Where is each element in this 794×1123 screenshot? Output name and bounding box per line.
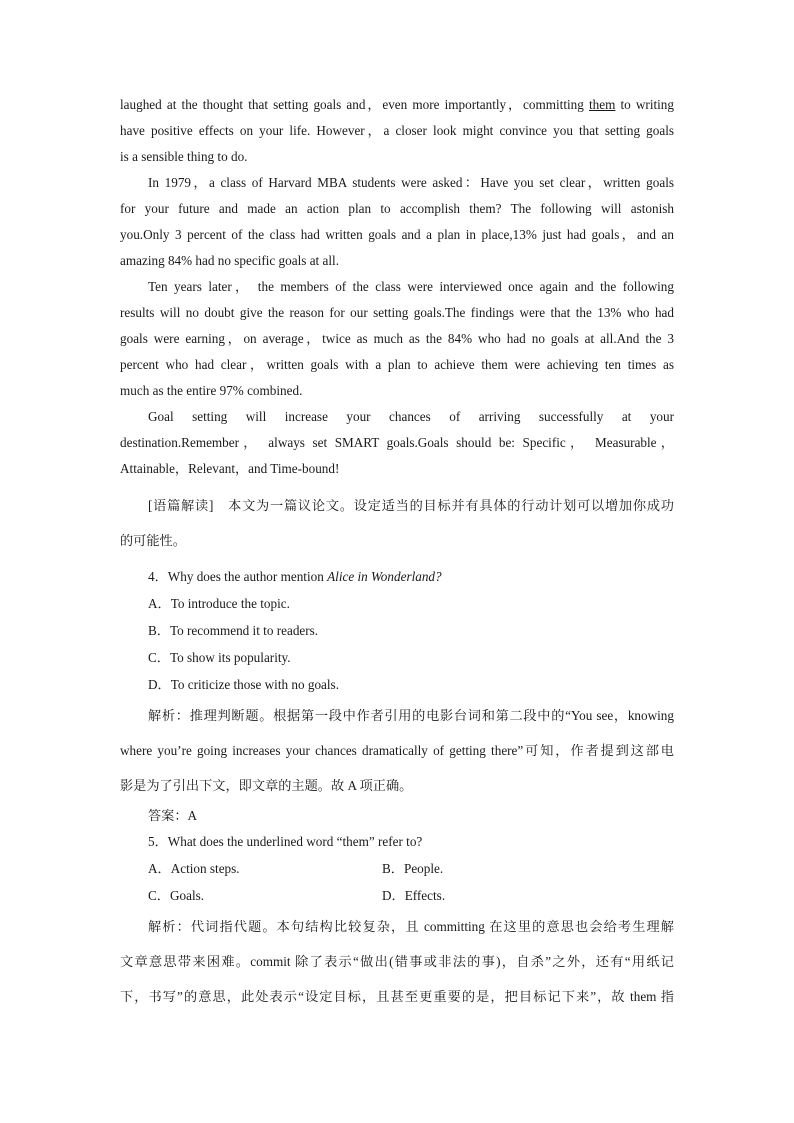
underlined-word-them: them xyxy=(588,97,616,112)
question-4-option-b xyxy=(120,617,674,644)
passage-line: is a sensible thing to do. xyxy=(120,149,248,164)
passage-line: Ten years later， the members of the class were interviewed once again and the following xyxy=(148,279,674,294)
passage-line: Attainable，Relevant，and Time-bound! xyxy=(120,461,340,476)
option-text: A．To introduce the topic. xyxy=(148,596,290,611)
explanation-line: 影是为了引出下文，即文章的主题。故 A 项正确。 xyxy=(120,778,413,793)
option-text: C．To show its popularity. xyxy=(148,650,291,665)
passage-text: to writing xyxy=(615,97,674,112)
question-5-options-row-1 xyxy=(120,855,674,882)
question-text: 4．Why does the author mention xyxy=(148,569,328,584)
passage-text: laughed at the thought that setting goals and，even more importantly，committing xyxy=(120,97,589,112)
passage-line: Goal setting will increase your chances of arriving successfully at your xyxy=(148,409,674,424)
question-4-option-c xyxy=(120,644,674,671)
option-text: A．Action steps. xyxy=(148,861,240,876)
passage-line: amazing 84% had no specific goals at all. xyxy=(120,253,339,268)
explanation-line: where you’re going increases your chances dramatically of getting there”可知，作者提到这部电 xyxy=(120,743,674,758)
passage-line: goals were earning，on average，twice as much as the 84% who had no goals at all.And the 3 xyxy=(120,331,674,346)
passage-line: for your future and made an action plan to accomplish them? The following will astonish xyxy=(120,201,674,216)
option-text: B．To recommend it to readers. xyxy=(148,623,319,638)
passage-line: have positive effects on your life. However，a closer look might convince you that setting goals xyxy=(120,123,674,138)
question-4-option-a xyxy=(120,590,674,617)
passage-line: percent who had clear，written goals with a plan to achieve them were achieving ten times as xyxy=(120,357,674,372)
question-4-option-d xyxy=(120,671,674,698)
question-5-options-row-2 xyxy=(120,882,674,909)
document-page xyxy=(120,92,674,1014)
explanation-line: 文章意思带来困难。commit 除了表示“做出(错事或非法的事)，自杀”之外，还有“用纸记 xyxy=(120,954,674,969)
answer-line: 答案：A xyxy=(148,808,198,823)
question-4-stem xyxy=(120,564,674,590)
analysis-line: [语篇解读] 本文为一篇议论文。设定适当的目标并有具体的行动计划可以增加你成功 xyxy=(148,498,674,513)
book-title: Alice in Wonderland? xyxy=(327,569,442,584)
explanation-line: 解析：推理判断题。根据第一段中作者引用的电影台词和第二段中的“You see，knowing xyxy=(148,708,674,723)
option-text: B．People. xyxy=(382,861,444,876)
question-5-stem: 5．What does the underlined word “them” refer to? xyxy=(148,834,423,849)
passage-line: destination.Remember， always set SMART goals.Goals should be: Specific， Measurable， xyxy=(120,435,674,450)
passage-line: you.Only 3 percent of the class had written goals and a plan in place,13% just had goals，and an xyxy=(120,227,674,242)
option-text: C．Goals. xyxy=(148,888,205,903)
passage-line: results will no doubt give the reason for our setting goals.The findings were that the 13% who had xyxy=(120,305,674,320)
passage-line: much as the entire 97% combined. xyxy=(120,383,303,398)
option-text: D．To criticize those with no goals. xyxy=(148,677,339,692)
passage-line: In 1979，a class of Harvard MBA students were asked：Have you set clear，written goals xyxy=(148,175,674,190)
passage-line xyxy=(120,92,674,118)
analysis-line: 的可能性。 xyxy=(120,533,186,548)
explanation-line: 下，书写”的意思，此处表示“设定目标，且甚至更重要的是，把目标记下来”，故 them 指 xyxy=(120,989,674,1004)
option-text: D．Effects. xyxy=(382,888,446,903)
explanation-line: 解析：代词指代题。本句结构比较复杂，且 committing 在这里的意思也会给考生理解 xyxy=(148,919,674,934)
